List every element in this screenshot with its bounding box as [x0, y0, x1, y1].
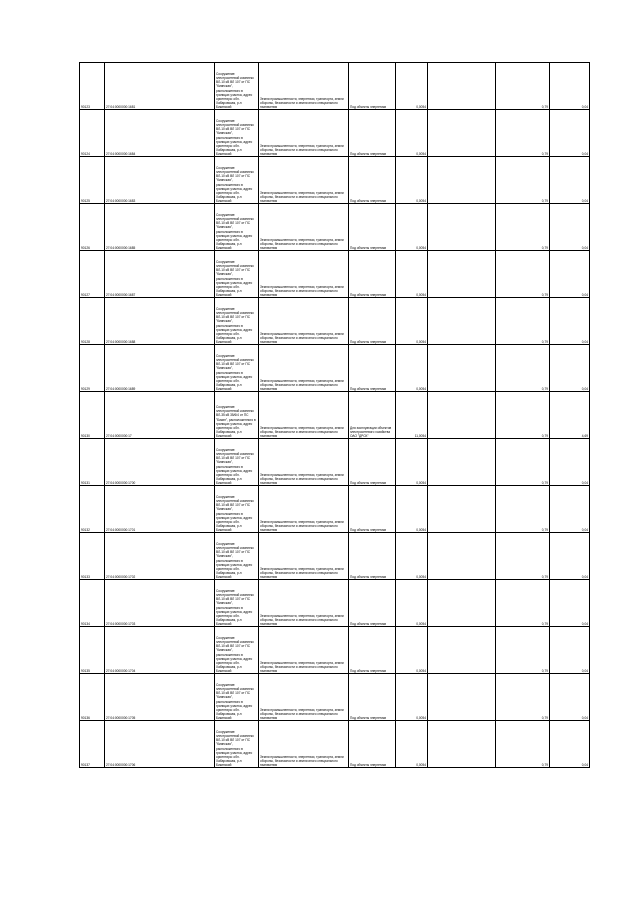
- land-category-cell: Земли промышленности, энергетики, транспорта, земли обороны, безопасности и земли иного специального назначения: [259, 204, 349, 251]
- table-row: [80, 157, 590, 204]
- table-row: [80, 533, 590, 580]
- empty-cell: [428, 345, 496, 392]
- permitted-use-cell: Под объекты энергетики: [349, 110, 396, 157]
- cadastral-number-cell: 27:04:0000000:1704: [105, 627, 215, 674]
- value-1-cell: 0,0054: [396, 721, 428, 768]
- row-id-cell: 90130: [80, 392, 105, 439]
- land-category-cell: Земли промышленности, энергетики, транспорта, земли обороны, безопасности и земли иного специального назначения: [259, 533, 349, 580]
- cadastral-number-cell: 27:04:0000000:1705: [105, 674, 215, 721]
- value-1-cell: 0,0054: [396, 674, 428, 721]
- land-category-cell: Земли промышленности, энергетики, транспорта, земли обороны, безопасности и земли иного специального назначения: [259, 674, 349, 721]
- permitted-use-cell: Под объекты энергетики: [349, 157, 396, 204]
- permitted-use-cell: Для эксплуатации объектов электросетевого хозяйства ОАО "ДРСК": [349, 392, 396, 439]
- value-3-cell: 0,04: [550, 721, 590, 768]
- cadastral-number-cell: 27:04:0000000:1702: [105, 533, 215, 580]
- land-category-cell: Земли промышленности, энергетики, транспорта, земли обороны, безопасности и земли иного специального назначения: [259, 486, 349, 533]
- empty-cell: [428, 533, 496, 580]
- empty-cell: [428, 674, 496, 721]
- cadastral-number-cell: 27:04:0000000:1685: [105, 204, 215, 251]
- value-3-cell: 0,04: [550, 533, 590, 580]
- permitted-use-cell: Под объекты энергетики: [349, 721, 396, 768]
- cadastral-number-cell: 27:04:0000000:1681: [105, 63, 215, 110]
- empty-cell: [428, 392, 496, 439]
- object-description-cell: Сооружение: электросетевой комплекс ВЛ-10 кВ ВЛ 107 от ПС "Киинская", расположенного в границах участка, адрес ориентира: обл. Хабаровская, р-н Бикинский: [215, 345, 259, 392]
- object-description-cell: Сооружение: электросетевой комплекс ВЛ-10 кВ ВЛ 107 от ПС "Киинская", расположенного в границах участка, адрес ориентира: обл. Хабаровская, р-н Бикинский: [215, 157, 259, 204]
- permitted-use-cell: Под объекты энергетики: [349, 439, 396, 486]
- object-description-cell: Сооружение: электросетевой комплекс ВЛ-10 кВ ВЛ 107 от ПС "Киинская", расположенного в границах участка, адрес ориентира: обл. Хабаровская, р-н Бикинский: [215, 627, 259, 674]
- permitted-use-cell: Под объекты энергетики: [349, 674, 396, 721]
- object-description-cell: Сооружение: электросетевой комплекс ВЛ-10 кВ ВЛ 107 от ПС "Киинская", расположенного в границах участка, адрес ориентира: обл. Хабаровская, р-н Бикинский: [215, 439, 259, 486]
- cadastral-number-cell: 27:04:0000000:1703: [105, 580, 215, 627]
- object-description-cell: Сооружение: электросетевой комплекс ВЛ-10 кВ ВЛ 107 от ПС "Киинская", расположенного в границах участка, адрес ориентира: обл. Хабаровская, р-н Бикинский: [215, 533, 259, 580]
- object-description-cell: Сооружение: электросетевой комплекс ВЛ-10 кВ ВЛ 107 от ПС "Киинская", расположенного в границах участка, адрес ориентира: обл. Хабаровская, р-н Бикинский: [215, 251, 259, 298]
- land-category-cell: Земли промышленности, энергетики, транспорта, земли обороны, безопасности и земли иного специального назначения: [259, 439, 349, 486]
- table-row: [80, 110, 590, 157]
- value-3-cell: 0,04: [550, 345, 590, 392]
- object-description-cell: Сооружение: электросетевой комплекс ВЛ-10 кВ ВЛ 107 от ПС "Киинская", расположенного в границах участка, адрес ориентира: обл. Хабаровская, р-н Бикинский: [215, 721, 259, 768]
- permitted-use-cell: Под объекты энергетики: [349, 251, 396, 298]
- empty-cell: [428, 486, 496, 533]
- cadastral-number-cell: 27:04:0000000:1706: [105, 721, 215, 768]
- value-2-cell: 0,79: [496, 63, 550, 110]
- object-description-cell: Сооружение: электросетевой комплекс ВЛ-10 кВ ВЛ 107 от ПС "Киинская", расположенного в границах участка, адрес ориентира: обл. Хабаровская, р-н Бикинский: [215, 63, 259, 110]
- permitted-use-cell: Под объекты энергетики: [349, 580, 396, 627]
- land-category-cell: Земли промышленности, энергетики, транспорта, земли обороны, безопасности и земли иного специального назначения: [259, 721, 349, 768]
- value-1-cell: 0,0054: [396, 627, 428, 674]
- value-1-cell: 0,0054: [396, 533, 428, 580]
- cadastral-number-cell: 27:04:0000000:1689: [105, 345, 215, 392]
- empty-cell: [428, 110, 496, 157]
- cadastral-number-cell: 27:04:0000000:1701: [105, 486, 215, 533]
- table-row: [80, 721, 590, 768]
- row-id-cell: 90137: [80, 721, 105, 768]
- permitted-use-cell: Под объекты энергетики: [349, 298, 396, 345]
- permitted-use-cell: Под объекты энергетики: [349, 486, 396, 533]
- value-2-cell: 0,79: [496, 392, 550, 439]
- table-row: [80, 251, 590, 298]
- value-3-cell: 0,04: [550, 63, 590, 110]
- value-3-cell: 0,04: [550, 580, 590, 627]
- land-register-table: [79, 62, 590, 768]
- cadastral-number-cell: 27:04:0000000:1684: [105, 110, 215, 157]
- land-category-cell: Земли промышленности, энергетики, транспорта, земли обороны, безопасности и земли иного специального назначения: [259, 345, 349, 392]
- table-row: [80, 345, 590, 392]
- table-row: [80, 392, 590, 439]
- table-row: [80, 627, 590, 674]
- value-1-cell: 0,0054: [396, 63, 428, 110]
- value-3-cell: 0,04: [550, 627, 590, 674]
- land-category-cell: Земли промышленности, энергетики, транспорта, земли обороны, безопасности и земли иного специального назначения: [259, 110, 349, 157]
- value-2-cell: 0,79: [496, 157, 550, 204]
- value-3-cell: 0,04: [550, 157, 590, 204]
- land-category-cell: Земли промышленности, энергетики, транспорта, земли обороны, безопасности и земли иного специального назначения: [259, 627, 349, 674]
- row-id-cell: 90135: [80, 627, 105, 674]
- empty-cell: [428, 298, 496, 345]
- permitted-use-cell: Под объекты энергетики: [349, 345, 396, 392]
- cadastral-number-cell: 27:04:0000000:1688: [105, 298, 215, 345]
- value-3-cell: 4,69: [550, 392, 590, 439]
- empty-cell: [428, 157, 496, 204]
- row-id-cell: 90127: [80, 251, 105, 298]
- value-3-cell: 0,04: [550, 110, 590, 157]
- value-1-cell: 0,0054: [396, 439, 428, 486]
- value-3-cell: 0,04: [550, 298, 590, 345]
- value-1-cell: 0,0054: [396, 580, 428, 627]
- value-2-cell: 0,79: [496, 580, 550, 627]
- row-id-cell: 90125: [80, 157, 105, 204]
- table-row: [80, 674, 590, 721]
- value-3-cell: 0,04: [550, 674, 590, 721]
- permitted-use-cell: Под объекты энергетики: [349, 204, 396, 251]
- permitted-use-cell: Под объекты энергетики: [349, 63, 396, 110]
- empty-cell: [428, 627, 496, 674]
- cadastral-number-cell: 27:04:0000000:1687: [105, 251, 215, 298]
- table-row: [80, 204, 590, 251]
- table-body: [80, 63, 590, 768]
- value-2-cell: 0,79: [496, 721, 550, 768]
- cadastral-number-cell: 27:04:0000000:17: [105, 392, 215, 439]
- row-id-cell: 90126: [80, 204, 105, 251]
- object-description-cell: Сооружение: электросетевой комплекс ВЛ-10 кВ ВЛ 107 от ПС "Киинская", расположенного в границах участка, адрес ориентира: обл. Хабаровская, р-н Бикинский: [215, 486, 259, 533]
- cadastral-number-cell: 27:04:0000000:1700: [105, 439, 215, 486]
- empty-cell: [428, 580, 496, 627]
- value-1-cell: 0,0054: [396, 298, 428, 345]
- land-category-cell: Земли промышленности, энергетики, транспорта, земли обороны, безопасности и земли иного специального назначения: [259, 580, 349, 627]
- table-row: [80, 580, 590, 627]
- land-category-cell: Земли промышленности, энергетики, транспорта, земли обороны, безопасности и земли иного специального назначения: [259, 251, 349, 298]
- cadastral-number-cell: 27:04:0000000:1683: [105, 157, 215, 204]
- permitted-use-cell: Под объекты энергетики: [349, 533, 396, 580]
- value-1-cell: 0,0054: [396, 345, 428, 392]
- value-1-cell: 0,0054: [396, 157, 428, 204]
- object-description-cell: Сооружение: электросетевой комплекс ВЛ-10 кВ ВЛ 107 от ПС "Киинская", расположенного в границах участка, адрес ориентира: обл. Хабаровская, р-н Бикинский: [215, 674, 259, 721]
- object-description-cell: Сооружение: электросетевой комплекс ВЛ-10 кВ ВЛ 107 от ПС "Киинская", расположенного в границах участка, адрес ориентира: обл. Хабаровская, р-н Бикинский: [215, 110, 259, 157]
- empty-cell: [428, 721, 496, 768]
- permitted-use-cell: Под объекты энергетики: [349, 627, 396, 674]
- row-id-cell: 90124: [80, 110, 105, 157]
- table-row: [80, 63, 590, 110]
- object-description-cell: Сооружение: электросетевой комплекс ВЛ-10 кВ ВЛ 107 от ПС "Киинская", расположенного в границах участка, адрес ориентира: обл. Хабаровская, р-н Бикинский: [215, 298, 259, 345]
- land-category-cell: Земли промышленности, энергетики, транспорта, земли обороны, безопасности и земли иного специального назначения: [259, 63, 349, 110]
- value-3-cell: 0,04: [550, 439, 590, 486]
- value-3-cell: 0,04: [550, 204, 590, 251]
- value-1-cell: 0,0054: [396, 204, 428, 251]
- empty-cell: [428, 251, 496, 298]
- value-2-cell: 0,79: [496, 533, 550, 580]
- row-id-cell: 90129: [80, 345, 105, 392]
- land-category-cell: Земли промышленности, энергетики, транспорта, земли обороны, безопасности и земли иного специального назначения: [259, 157, 349, 204]
- row-id-cell: 90128: [80, 298, 105, 345]
- row-id-cell: 90134: [80, 580, 105, 627]
- object-description-cell: Сооружение: электросетевой комплекс ВЛ-35 кВ 35/6/4 от ПС "Бикин", расположенного в границах участка, адрес ориентира: обл. Хабаровская, р-н Бикинский: [215, 392, 259, 439]
- land-category-cell: Земли промышленности, энергетики, транспорта, земли обороны, безопасности и земли иного специального назначения: [259, 392, 349, 439]
- row-id-cell: 90133: [80, 533, 105, 580]
- value-3-cell: 0,04: [550, 251, 590, 298]
- empty-cell: [428, 204, 496, 251]
- value-2-cell: 0,79: [496, 627, 550, 674]
- value-2-cell: 0,79: [496, 298, 550, 345]
- value-1-cell: 0,0054: [396, 486, 428, 533]
- empty-cell: [428, 439, 496, 486]
- row-id-cell: 90136: [80, 674, 105, 721]
- table-row: [80, 439, 590, 486]
- row-id-cell: 90132: [80, 486, 105, 533]
- object-description-cell: Сооружение: электросетевой комплекс ВЛ-10 кВ ВЛ 107 от ПС "Киинская", расположенного в границах участка, адрес ориентира: обл. Хабаровская, р-н Бикинский: [215, 204, 259, 251]
- empty-cell: [428, 63, 496, 110]
- value-2-cell: 0,79: [496, 251, 550, 298]
- land-category-cell: Земли промышленности, энергетики, транспорта, земли обороны, безопасности и земли иного специального назначения: [259, 298, 349, 345]
- value-3-cell: 0,04: [550, 486, 590, 533]
- value-1-cell: 0,0054: [396, 110, 428, 157]
- table-row: [80, 298, 590, 345]
- value-2-cell: 0,79: [496, 439, 550, 486]
- value-2-cell: 0,79: [496, 204, 550, 251]
- value-2-cell: 0,79: [496, 345, 550, 392]
- value-1-cell: 0,0054: [396, 251, 428, 298]
- row-id-cell: 90123: [80, 63, 105, 110]
- table-row: [80, 486, 590, 533]
- value-2-cell: 0,79: [496, 486, 550, 533]
- value-2-cell: 0,79: [496, 674, 550, 721]
- value-2-cell: 0,79: [496, 110, 550, 157]
- row-id-cell: 90131: [80, 439, 105, 486]
- object-description-cell: Сооружение: электросетевой комплекс ВЛ-10 кВ ВЛ 107 от ПС "Киинская", расположенного в границах участка, адрес ориентира: обл. Хабаровская, р-н Бикинский: [215, 580, 259, 627]
- value-1-cell: 11,0054: [396, 392, 428, 439]
